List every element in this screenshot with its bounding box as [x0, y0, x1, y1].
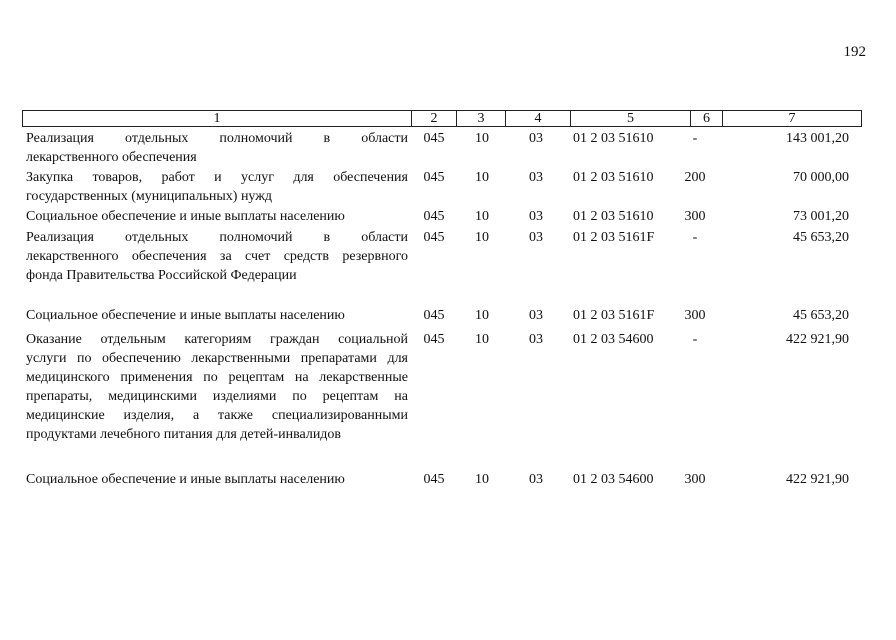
cell-col-7: 422 921,90	[786, 472, 849, 487]
row-description	[26, 228, 408, 285]
description-line: продуктами лечебного питания для детей-инвалидов	[26, 427, 342, 442]
cell-col-2: 045	[423, 131, 445, 146]
cell-col-7: 422 921,90	[786, 332, 849, 347]
cell-col-6: -	[692, 332, 698, 347]
cell-col-6: 200	[684, 170, 706, 185]
row-description	[26, 168, 408, 206]
cell-col-3: 10	[475, 131, 489, 146]
cell-col-4: 03	[529, 472, 543, 487]
cell-col-6: 300	[684, 209, 706, 224]
row-description	[26, 470, 408, 489]
cell-col-3: 10	[475, 230, 489, 245]
cell-col-5: 01 2 03 5161F	[573, 230, 655, 245]
description-line: Реализация отдельных полномочий в области	[26, 131, 408, 146]
header-col-4: 4	[505, 110, 571, 127]
header-col-1: 1	[22, 110, 412, 127]
description-line: государственных (муниципальных) нужд	[26, 189, 273, 204]
description-line: Реализация отдельных полномочий в области	[26, 230, 408, 245]
cell-col-5: 01 2 03 54600	[573, 332, 654, 347]
cell-col-7: 45 653,20	[793, 230, 849, 245]
description-line: медицинские изделия, а также специализированными	[26, 408, 408, 423]
header-col-5: 5	[570, 110, 691, 127]
description-line: препараты, медицинскими изделиями по рецептам на	[26, 389, 408, 404]
cell-col-5: 01 2 03 51610	[573, 209, 654, 224]
header-col-6: 6	[690, 110, 723, 127]
cell-col-2: 045	[423, 472, 445, 487]
cell-col-6: -	[692, 230, 698, 245]
cell-col-5: 01 2 03 5161F	[573, 308, 655, 323]
cell-col-2: 045	[423, 230, 445, 245]
header-col-7: 7	[722, 110, 862, 127]
cell-col-3: 10	[475, 308, 489, 323]
cell-col-7: 45 653,20	[793, 308, 849, 323]
cell-col-5: 01 2 03 51610	[573, 170, 654, 185]
cell-col-6: -	[692, 131, 698, 146]
description-line: Социальное обеспечение и иные выплаты населению	[26, 472, 345, 487]
row-description	[26, 207, 408, 226]
cell-col-6: 300	[684, 308, 706, 323]
cell-col-7: 70 000,00	[793, 170, 849, 185]
row-description	[26, 330, 408, 444]
cell-col-4: 03	[529, 209, 543, 224]
cell-col-2: 045	[423, 332, 445, 347]
cell-col-5: 01 2 03 51610	[573, 131, 654, 146]
cell-col-4: 03	[529, 170, 543, 185]
description-line: лекарственного обеспечения	[26, 150, 197, 165]
cell-col-7: 73 001,20	[793, 209, 849, 224]
description-line: медицинского применения по рецептам на лекарственные	[26, 370, 408, 385]
cell-col-2: 045	[423, 209, 445, 224]
description-line: Оказание отдельным категориям граждан социальной	[26, 332, 408, 347]
cell-col-5: 01 2 03 54600	[573, 472, 654, 487]
header-col-3: 3	[456, 110, 506, 127]
cell-col-3: 10	[475, 170, 489, 185]
cell-col-7: 143 001,20	[786, 131, 849, 146]
description-line: услуги по обеспечению лекарственными препаратами для	[26, 351, 408, 366]
description-line: лекарственного обеспечения за счет средств резервного	[26, 249, 408, 264]
cell-col-3: 10	[475, 332, 489, 347]
cell-col-2: 045	[423, 170, 445, 185]
cell-col-4: 03	[529, 332, 543, 347]
row-description	[26, 129, 408, 167]
cell-col-3: 10	[475, 209, 489, 224]
cell-col-4: 03	[529, 131, 543, 146]
header-col-2: 2	[411, 110, 457, 127]
description-line: фонда Правительства Российской Федерации	[26, 268, 297, 283]
cell-col-4: 03	[529, 230, 543, 245]
cell-col-6: 300	[684, 472, 706, 487]
description-line: Закупка товаров, работ и услуг для обеспечения	[26, 170, 408, 185]
page-number: 192	[843, 44, 866, 60]
description-line: Социальное обеспечение и иные выплаты населению	[26, 308, 345, 323]
description-line: Социальное обеспечение и иные выплаты населению	[26, 209, 345, 224]
row-description	[26, 306, 408, 325]
table-header	[22, 110, 862, 127]
cell-col-3: 10	[475, 472, 489, 487]
cell-col-4: 03	[529, 308, 543, 323]
cell-col-2: 045	[423, 308, 445, 323]
